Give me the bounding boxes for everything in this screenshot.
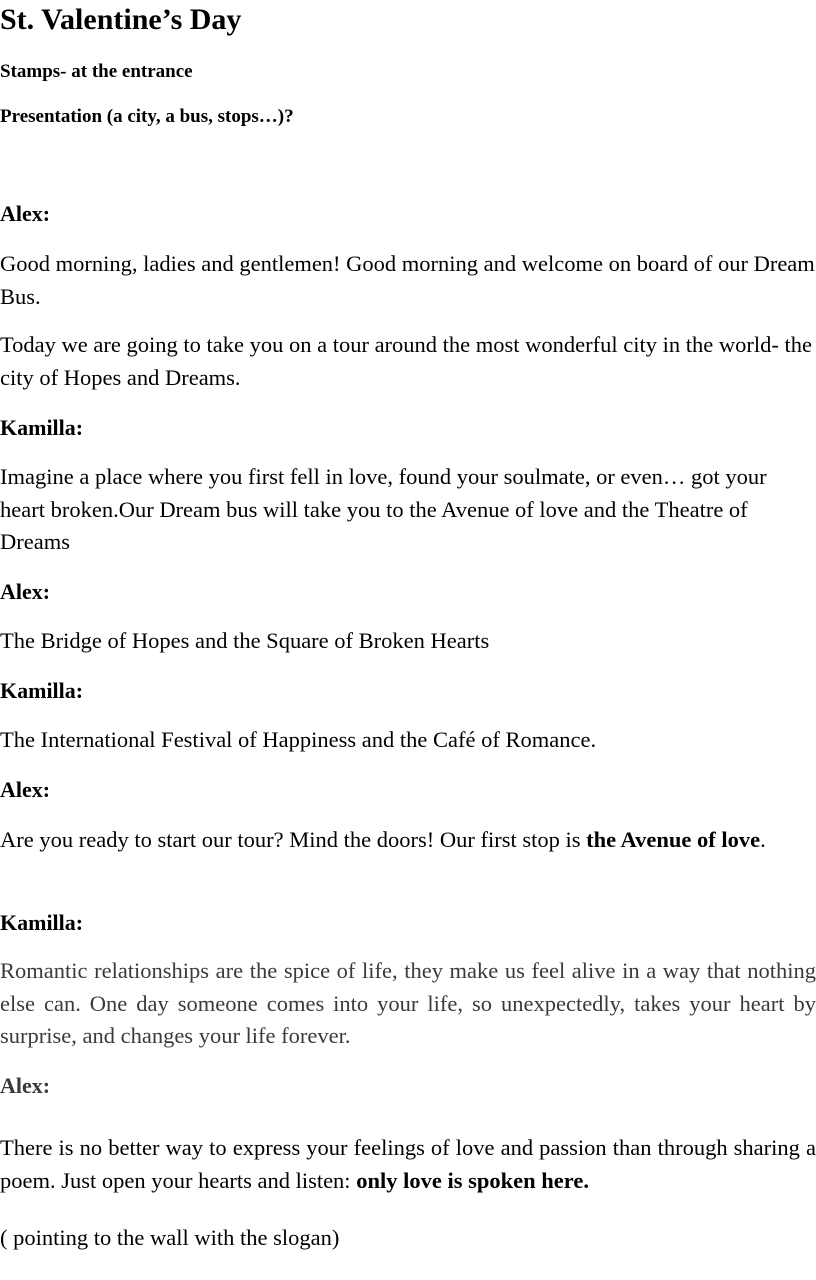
dialogue-paragraph: Imagine a place where you first fell in love, found your soulmate, or even… got your heart broken.Our Dream bus will take you to the Avenue of love and the Theatre of Dreams	[0, 464, 767, 554]
dialogue-paragraph: The Bridge of Hopes and the Square of Broken Hearts	[0, 628, 490, 653]
dialogue-paragraph	[0, 824, 816, 857]
note-stamps: Stamps- at the entrance	[0, 61, 193, 82]
speaker-kamilla: Kamilla:	[0, 415, 84, 440]
note-presentation: Presentation (a city, a bus, stops…)?	[0, 106, 294, 127]
dialogue-paragraph: Today we are going to take you on a tour around the most wonderful city in the world- the city of Hopes and Dreams.	[0, 332, 812, 390]
speaker-alex: Alex:	[0, 777, 51, 802]
speaker-kamilla: Kamilla:	[0, 678, 84, 703]
dialogue-text: There is no better way to express your feelings of love and passion than through sharing a poem. Just open your hearts and listen:	[0, 1135, 816, 1193]
page-title: St. Valentine’s Day	[0, 3, 242, 36]
speaker-kamilla: Kamilla:	[0, 910, 84, 935]
dialogue-paragraph: The International Festival of Happiness and the Café of Romance.	[0, 727, 597, 752]
stop-name: the Avenue of love	[586, 827, 761, 852]
speaker-alex: Alex:	[0, 579, 51, 604]
speaker-alex: Alex:	[0, 201, 51, 226]
dialogue-paragraph: Romantic relationships are the spice of life, they make us feel alive in a way that nothing else can. One day someone comes into your life, so unexpectedly, takes your heart by surprise, and changes your life forever.	[0, 958, 816, 1048]
dialogue-paragraph	[0, 1132, 816, 1197]
dialogue-text: Are you ready to start our tour? Mind the doors! Our first stop is	[0, 827, 587, 852]
dialogue-paragraph: Good morning, ladies and gentlemen! Good morning and welcome on board of our Dream Bus.	[0, 251, 815, 309]
slogan-text: only love is spoken here.	[356, 1167, 589, 1193]
speaker-alex: Alex:	[0, 1073, 51, 1098]
stage-direction: ( pointing to the wall with the slogan)	[0, 1225, 340, 1250]
dialogue-text: .	[760, 827, 766, 852]
